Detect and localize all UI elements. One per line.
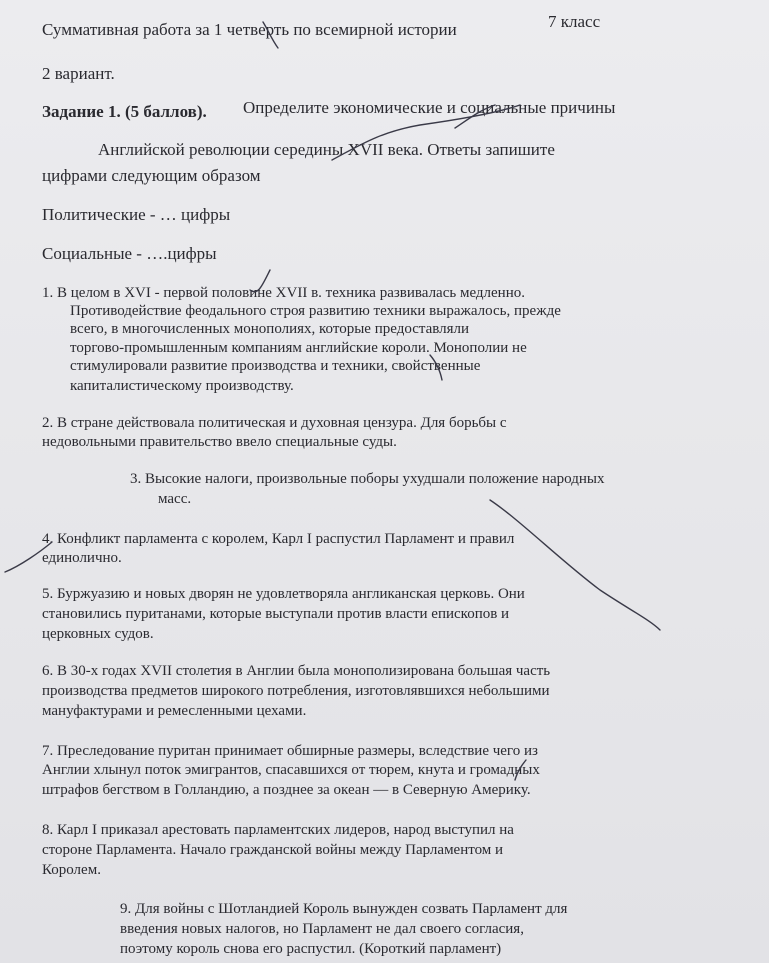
item-5-line3: церковных судов. xyxy=(42,626,154,642)
item-9-line1: 9. Для войны с Шотландией Король вынужден созвать Парламент для xyxy=(120,901,568,917)
pen-stroke-long-diagonal xyxy=(490,500,660,630)
variant-label: 2 вариант. xyxy=(42,64,115,83)
grade-label: 7 класс xyxy=(548,12,601,31)
item-6-line3: мануфактурами и ремесленными цехами. xyxy=(42,703,307,719)
task-instruction-line1: Определите экономические и социальные причины xyxy=(243,98,616,117)
item-1-line1: 1. В целом в XVI - первой половине XVII в. техника развивалась медленно. xyxy=(42,285,525,301)
item-1-line3: всего, в многочисленных монополиях, которые предоставляли xyxy=(70,321,470,337)
item-6-line2: производства предметов широкого потребления, изготовлявшихся небольшими xyxy=(42,683,550,699)
item-5-line1: 5. Буржуазию и новых дворян не удовлетворяла англиканская церковь. Они xyxy=(42,586,525,602)
item-6-line1: 6. В 30-х годах XVII столетия в Англии была монополизирована большая часть xyxy=(42,663,551,679)
item-5-line2: становились пуританами, которые выступали против власти епископов и xyxy=(42,606,510,622)
task-label: Задание 1. (5 баллов). xyxy=(42,102,207,121)
item-1-line5: стимулировали развитие производства и техники, свойственные xyxy=(70,358,481,374)
item-1-line6: капиталистическому производству. xyxy=(70,378,294,394)
item-3-line2: масс. xyxy=(158,491,192,507)
task-instruction-line3: цифрами следующим образом xyxy=(42,166,261,185)
item-8-line2: стороне Парламента. Начало гражданской войны между Парламентом и xyxy=(42,842,504,858)
item-2-line2: недовольными правительство ввело специальные суды. xyxy=(42,434,397,450)
item-1-line2: Противодействие феодального строя развитию техники выражалось, прежде xyxy=(70,303,561,319)
item-3-line1: 3. Высокие налоги, произвольные поборы ухудшали положение народных xyxy=(130,471,605,487)
social-answer-template: Социальные - ….цифры xyxy=(42,244,217,263)
item-9-line3: поэтому король снова его распустил. (Короткий парламент) xyxy=(120,941,502,957)
item-7-line1: 7. Преследование пуритан принимает обширные размеры, вследствие чего из xyxy=(42,743,538,759)
item-4-line1: 4. Конфликт парламента с королем, Карл I распустил Парламент и правил xyxy=(42,531,515,547)
item-2-line1: 2. В стране действовала политическая и духовная цензура. Для борьбы с xyxy=(42,415,507,431)
item-1-line4: торгово-промышленным компаниям английские короли. Монополии не xyxy=(70,340,527,356)
worksheet-title: Суммативная работа за 1 четверть по всемирной истории xyxy=(42,20,457,39)
item-7-line2: Англии хлынул поток эмигрантов, спасавшихся от тюрем, кнута и громадных xyxy=(42,762,540,778)
item-8-line1: 8. Карл I приказал арестовать парламентских лидеров, народ выступил на xyxy=(42,822,514,838)
political-answer-template: Политические - … цифры xyxy=(42,205,231,224)
task-instruction-line2: Английской революции середины XVII века. Ответы запишите xyxy=(98,140,555,159)
item-9-line2: введения новых налогов, но Парламент не дал своего согласия, xyxy=(120,921,524,937)
item-8-line3: Королем. xyxy=(42,862,101,878)
item-4-line2: единолично. xyxy=(42,550,122,566)
item-7-line3: штрафов бегством в Голландию, а позднее за океан — в Северную Америку. xyxy=(42,782,531,798)
